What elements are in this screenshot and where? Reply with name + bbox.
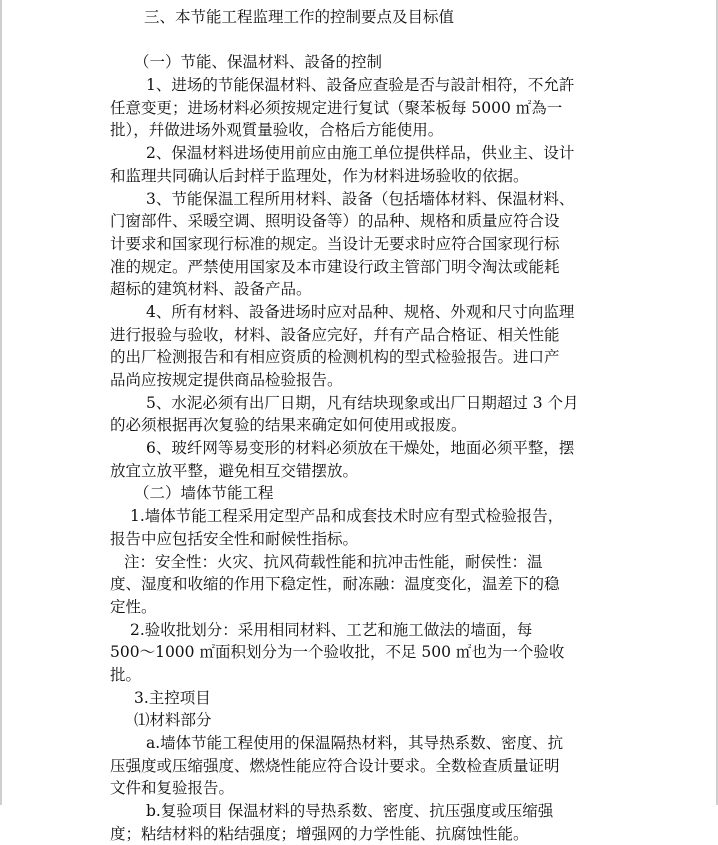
- paragraph-line: 6、玻纤网等易变形的材料必须放在干燥处，地面必须平整，摆: [146, 439, 575, 458]
- paragraph-item-4: [110, 301, 610, 392]
- paragraph-line: 4、所有材料、設备进场时应对品种、规格、外观和尺寸向监理: [146, 302, 575, 321]
- paragraph-line: 报告中应包括安全性和耐候性指标。: [110, 529, 359, 548]
- materials-part-heading: ⑴材料部分: [134, 711, 212, 730]
- paragraph-line: 超标的建筑材料、設备产品。: [110, 280, 312, 299]
- document-body: [110, 6, 610, 845]
- paragraph-line: 度；粘结材料的粘结强度；增强网的力学性能、抗腐蚀性能。: [110, 824, 529, 843]
- paragraph-line: 品尚应按规定提供商品检验报告。: [110, 371, 343, 389]
- paragraph-item-1: [110, 74, 610, 142]
- paragraph-line: 计要求和国家现行标准的规定。当设计无要求时应符合国家现行标: [110, 234, 560, 253]
- section-heading: 三、本节能工程监理工作的控制要点及目标值: [144, 8, 455, 26]
- main-control-heading: 3.主控项目: [134, 688, 211, 707]
- paragraph-line: 批。: [110, 665, 142, 684]
- paragraph-item-5: [110, 392, 610, 437]
- paragraph-wall-1: [110, 505, 610, 550]
- paragraph-line: 批），幷做进场外观質量验收，合格后方能使用。: [110, 121, 444, 140]
- paragraph-line: 500～1000 ㎡面积划分为一个验收批，不足 500 ㎡也为一个验收: [110, 643, 565, 662]
- paragraph-line: 1、进场的节能保温材料、設备应查验是否与設計相符，不允許: [146, 76, 575, 95]
- paragraph-line: 1.墙体节能工程采用定型产品和成套技术时应有型式检验报告，: [130, 507, 564, 526]
- blank-line: [110, 29, 610, 52]
- paragraph-item-a: [110, 732, 610, 800]
- paragraph-line: 2、保温材料进场使用前应由施工单位提供样品，供业主、设计: [146, 144, 575, 163]
- paragraph-line: 进行报验与验收，材料、設备应完好，幷有产品合格证、相关性能: [110, 325, 560, 344]
- paragraph-line: 门窗部件、采暖空调、照明设备等）的品种、规格和质量应符合设: [110, 212, 560, 231]
- paragraph-line: 定性。: [110, 597, 157, 616]
- paragraph-line: 和监理共同确认后封样于监理处，作为材料进场验收的依据。: [110, 166, 529, 185]
- paragraph-line: 压强度或压缩强度、燃烧性能应符合设计要求。全数检查质量证明: [110, 756, 560, 775]
- paragraph-line: 文件和复验报告。: [110, 779, 235, 798]
- paragraph-item-6: [110, 437, 610, 482]
- subsection-heading-materials: （一）节能、保温材料、設备的控制: [134, 53, 383, 72]
- paragraph-item-b: [110, 800, 610, 845]
- paragraph-line: b.复验项目 保温材料的导热系数、密度、抗压强度或压缩强: [146, 802, 554, 821]
- paragraph-line: a.墙体节能工程使用的保温隔热材料，其导热系数、密度、抗: [146, 734, 564, 752]
- paragraph-line: 度、湿度和收缩的作用下稳定性，耐冻融：温度变化，温差下的稳: [110, 575, 560, 594]
- paragraph-line: 准的规定。严禁使用国家及本市建设行政主管部门明令淘汰或能耗: [110, 257, 560, 276]
- paragraph-line: 的出厂检测报告和有相应资质的检测机构的型式检验报告。进口产: [110, 348, 560, 367]
- paragraph-item-2: [110, 142, 610, 187]
- paragraph-line: 的必须根据再次复验的结果来确定如何使用或报废。: [110, 416, 467, 435]
- paragraph-line: 2.验收批划分：采用相同材料、工艺和施工做法的墙面，每: [130, 620, 533, 639]
- subsection-heading-wall: （二）墙体节能工程: [134, 484, 274, 503]
- paragraph-line: 注：安全性：火灾、抗风荷载性能和抗冲击性能，耐侯性：温: [124, 552, 543, 571]
- paragraph-line: 任意变更；进场材料必须按规定进行复试（聚苯板每 5000 ㎡為一: [110, 98, 563, 117]
- paragraph-line: 3、节能保温工程所用材料、設备（包括墻体材料、保温材料、: [146, 189, 575, 208]
- paragraph-line: 5、水泥必须有出厂日期，凡有结块现象或出厂日期超过 3 个月: [146, 393, 579, 412]
- paragraph-note: [110, 551, 610, 619]
- page-border-left: [0, 0, 2, 805]
- paragraph-line: 放宜立放平整，避免相互交错摆放。: [110, 461, 359, 480]
- paragraph-item-3: [110, 188, 610, 301]
- paragraph-wall-2: [110, 619, 610, 687]
